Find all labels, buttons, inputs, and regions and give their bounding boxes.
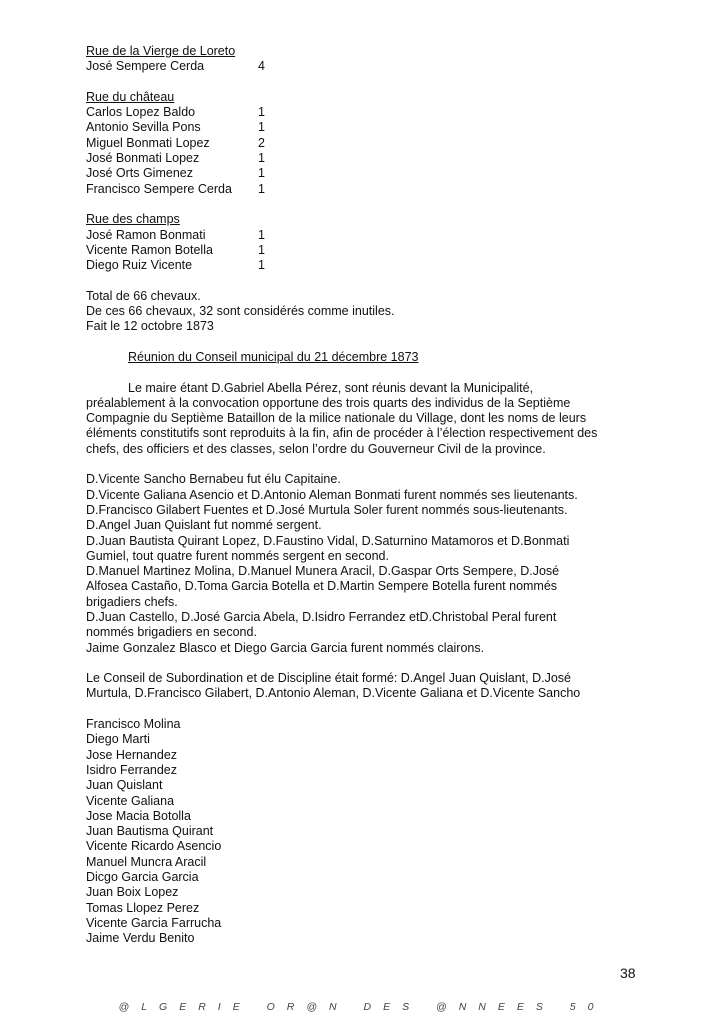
roster-name: Vicente Garcia Farrucha <box>86 915 222 930</box>
page-number: 38 <box>620 965 636 981</box>
paragraph-line: chefs, des officiers et des classes, selon l’ordre du Gouverneur Civil de la province. <box>86 441 546 456</box>
summary-line: Fait le 12 octobre 1873 <box>86 319 214 334</box>
owner-name: José Orts Gimenez <box>86 166 193 181</box>
paragraph-line: Compagnie du Septième Bataillon de la milice nationale du Village, dont les noms de leurs <box>86 411 587 426</box>
owner-name: Diego Ruiz Vicente <box>86 258 193 273</box>
owner-name: José Sempere Cerda <box>86 59 205 74</box>
appointment-line: nommés brigadiers en second. <box>86 625 257 640</box>
horse-count: 1 <box>258 151 265 166</box>
appointment-line: D.Manuel Martinez Molina, D.Manuel Munera Aracil, D.Gaspar Orts Sempere, D.José <box>86 564 560 579</box>
horse-count: 1 <box>258 166 265 181</box>
roster-name: Tomas Llopez Perez <box>86 900 200 915</box>
horse-count: 1 <box>258 181 265 196</box>
owner-name: Francisco Sempere Cerda <box>86 181 232 196</box>
meeting-title: Réunion du Conseil municipal du 21 décembre 1873 <box>128 349 419 364</box>
horse-owner-row <box>86 228 646 243</box>
paragraph-line: éléments constitutifs sont reproduits à la fin, afin de procéder à l’élection respectivement des <box>86 426 598 441</box>
horse-owner-row <box>86 243 646 258</box>
roster-name: Juan Quislant <box>86 778 163 793</box>
appointment-line: D.Juan Bautista Quirant Lopez, D.Faustino Vidal, D.Saturnino Matamoros et D.Bonmati <box>86 533 570 548</box>
horse-summary <box>86 289 646 335</box>
horse-owner-row <box>86 59 646 74</box>
appointment-line: Jaime Gonzalez Blasco et Diego Garcia Garcia furent nommés clairons. <box>86 640 485 655</box>
owner-name: Vicente Ramon Botella <box>86 242 213 257</box>
company-roster <box>86 717 646 946</box>
appointment-line: Gumiel, tout quatre furent nommés sergent en second. <box>86 548 389 563</box>
appointment-line: D.Vicente Galiana Asencio et D.Antonio Aleman Bonmati furent nommés ses lieutenants. <box>86 487 578 502</box>
owner-name: Antonio Sevilla Pons <box>86 120 201 135</box>
discipline-council-paragraph <box>86 671 646 702</box>
summary-line: Total de 66 chevaux. <box>86 288 201 303</box>
roster-name: Manuel Muncra Aracil <box>86 854 207 869</box>
horse-count: 1 <box>258 105 265 120</box>
appointments-list <box>86 472 646 656</box>
roster-name: Isidro Ferrandez <box>86 762 178 777</box>
meeting-intro-paragraph <box>86 381 646 457</box>
horse-count: 1 <box>258 120 265 135</box>
horse-count: 1 <box>258 242 265 257</box>
appointment-line: D.Angel Juan Quislant fut nommé sergent. <box>86 518 322 533</box>
street-section-chateau <box>86 90 646 197</box>
street-heading: Rue du château <box>86 89 175 104</box>
horse-owner-row <box>86 105 646 120</box>
roster-name: Vicente Galiana <box>86 793 175 808</box>
paragraph-line: Le maire étant D.Gabriel Abella Pérez, sont réunis devant la Municipalité, <box>128 380 534 395</box>
horse-count: 1 <box>258 258 265 273</box>
roster-name: Vicente Ricardo Asencio <box>86 839 222 854</box>
paragraph-line: Murtula, D.Francisco Gilabert, D.Antonio Aleman, D.Vicente Galiana et D.Vicente Sancho <box>86 686 581 701</box>
street-section-champs <box>86 212 646 273</box>
horse-count: 2 <box>258 135 265 150</box>
paragraph-line: préalablement à la convocation opportune des trois quarts des individus de la Septième <box>86 395 571 410</box>
footer-banner: @LGERIE OR@N DES @NNEES 50 <box>118 1001 606 1013</box>
horse-count: 4 <box>258 59 265 74</box>
horse-owner-row <box>86 182 646 197</box>
appointment-line: D.Juan Castello, D.José Garcia Abela, D.Isidro Ferrandez etD.Christobal Peral furent <box>86 609 557 624</box>
owner-name: Carlos Lopez Baldo <box>86 105 196 120</box>
roster-name: Jose Macia Botolla <box>86 808 191 823</box>
appointment-line: brigadiers chefs. <box>86 594 178 609</box>
roster-name: Dicgo Garcia Garcia <box>86 870 199 885</box>
street-heading: Rue des champs <box>86 212 180 227</box>
roster-name: Jaime Verdu Benito <box>86 931 195 946</box>
owner-name: José Ramon Bonmati <box>86 227 206 242</box>
street-section-vierge-de-loreto <box>86 44 646 75</box>
horse-owner-row <box>86 136 646 151</box>
roster-name: Diego Marti <box>86 732 150 747</box>
paragraph-line: Le Conseil de Subordination et de Discipline était formé: D.Angel Juan Quislant, D.José <box>86 671 571 686</box>
document-page <box>86 44 646 947</box>
horse-owner-row <box>86 166 646 181</box>
roster-name: Francisco Molina <box>86 717 181 732</box>
horse-owner-row <box>86 120 646 135</box>
roster-name: Juan Bautisma Quirant <box>86 824 214 839</box>
horse-owner-row <box>86 258 646 273</box>
street-heading: Rue de la Vierge de Loreto <box>86 44 236 58</box>
appointment-line: D.Francisco Gilabert Fuentes et D.José Murtula Soler furent nommés sous-lieutenants. <box>86 502 568 517</box>
owner-name: José Bonmati Lopez <box>86 151 200 166</box>
roster-name: Juan Boix Lopez <box>86 885 179 900</box>
horse-owner-row <box>86 151 646 166</box>
summary-line: De ces 66 chevaux, 32 sont considérés comme inutiles. <box>86 304 395 319</box>
appointment-line: Alfosea Castaño, D.Toma Garcia Botella et D.Martin Sempere Botella furent nommés <box>86 579 558 594</box>
roster-name: Jose Hernandez <box>86 747 178 762</box>
horse-count: 1 <box>258 227 265 242</box>
appointment-line: D.Vicente Sancho Bernabeu fut élu Capitaine. <box>86 472 341 487</box>
owner-name: Miguel Bonmati Lopez <box>86 135 210 150</box>
